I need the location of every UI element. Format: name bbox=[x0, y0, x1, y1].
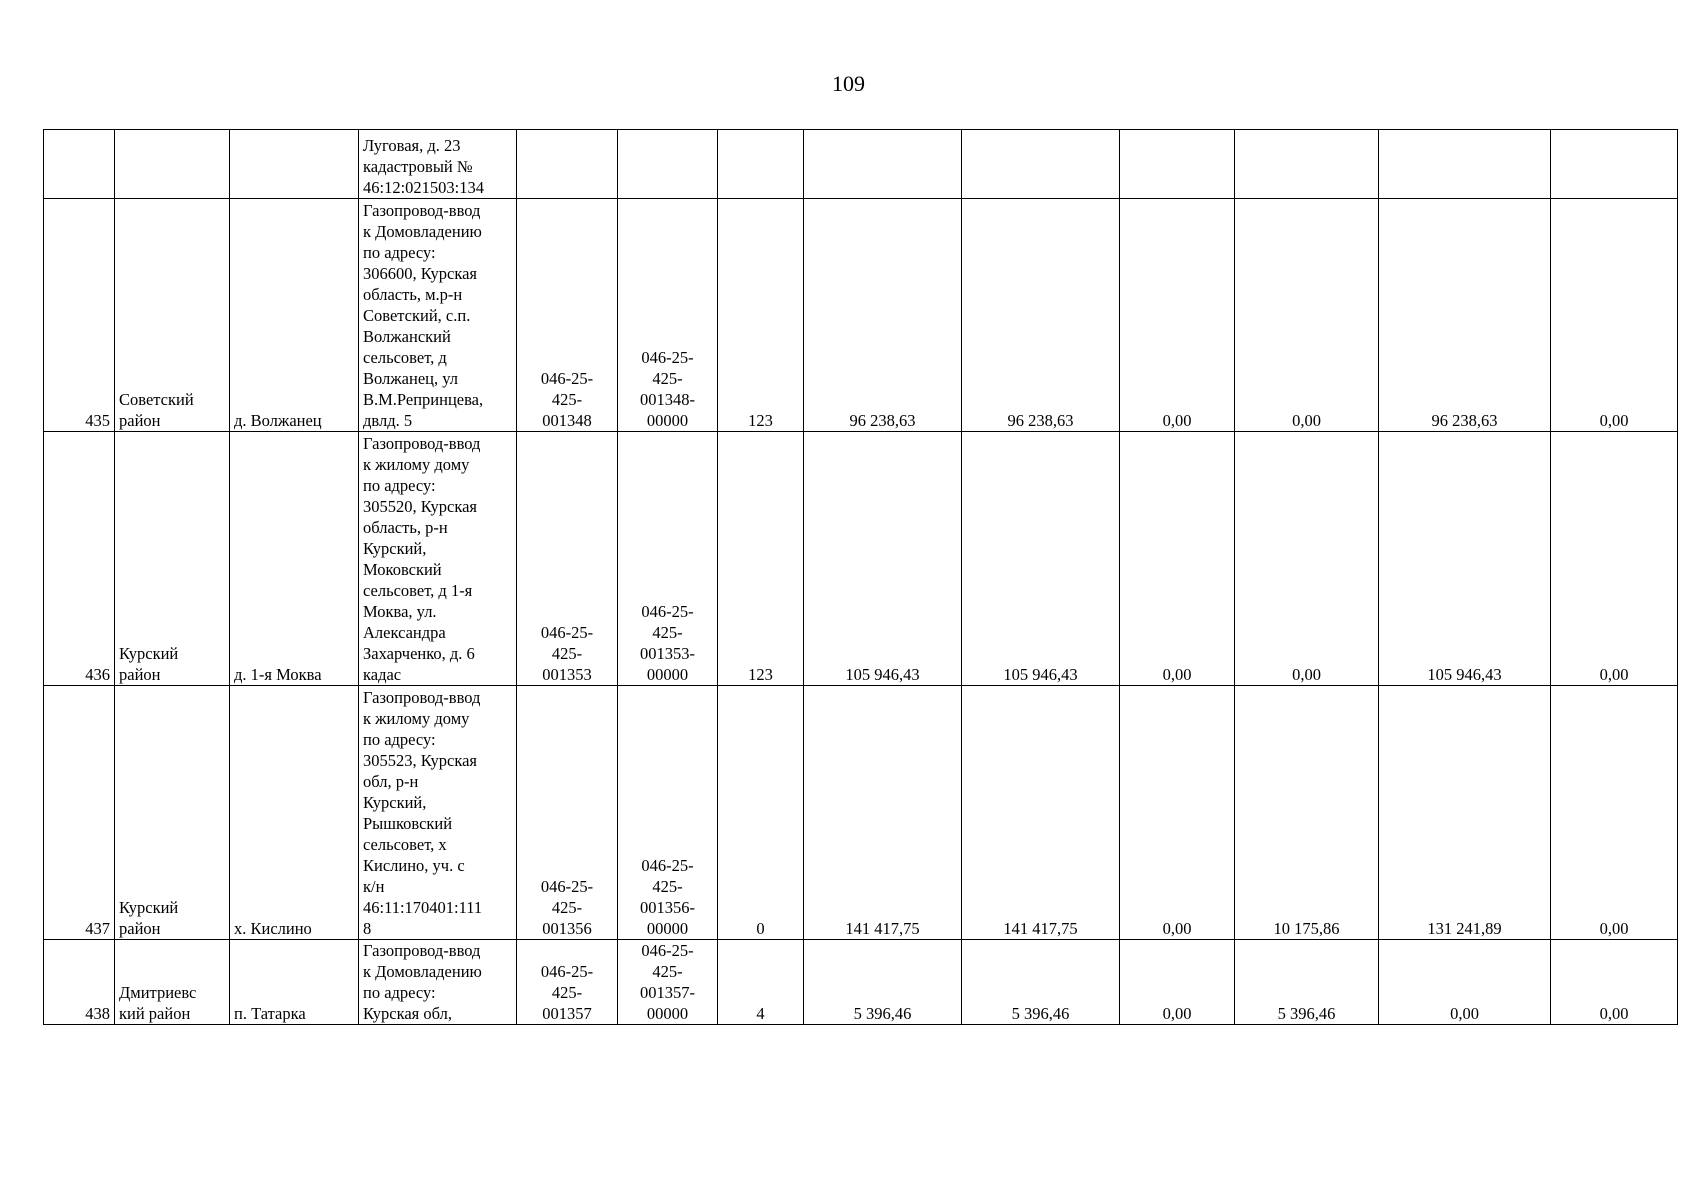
description-cell: Луговая, д. 23 кадастровый № 46:12:021503:134 bbox=[359, 130, 517, 199]
value-cell: 96 238,63 bbox=[804, 199, 962, 432]
row-number: 436 bbox=[44, 432, 115, 686]
row-number: 437 bbox=[44, 686, 115, 940]
value-cell: 0,00 bbox=[1120, 199, 1235, 432]
locality-cell bbox=[230, 130, 359, 199]
table-row bbox=[44, 686, 1678, 940]
value-cell: 0,00 bbox=[1551, 686, 1678, 940]
district-cell: Курский район bbox=[115, 432, 230, 686]
value-cell: 0,00 bbox=[1120, 432, 1235, 686]
description-cell: Газопровод-ввод к Домовладению по адресу: Курская обл, bbox=[359, 940, 517, 1025]
page-number: 109 bbox=[832, 71, 865, 96]
row-number: 435 bbox=[44, 199, 115, 432]
table-row bbox=[44, 940, 1678, 1025]
data-table bbox=[43, 129, 1678, 1025]
value-cell: 0,00 bbox=[1120, 940, 1235, 1025]
value-cell: 0,00 bbox=[1235, 432, 1379, 686]
value-cell: 0,00 bbox=[1551, 199, 1678, 432]
district-cell: Курский район bbox=[115, 686, 230, 940]
locality-cell: д. Волжанец bbox=[230, 199, 359, 432]
code-cell: 046-25- 425- 001356 bbox=[517, 686, 618, 940]
value-cell: 0,00 bbox=[1120, 686, 1235, 940]
value-cell bbox=[962, 130, 1120, 199]
locality-cell: х. Кислино bbox=[230, 686, 359, 940]
value-cell: 0,00 bbox=[1379, 940, 1551, 1025]
inventory-code-cell bbox=[618, 130, 718, 199]
table-row bbox=[44, 199, 1678, 432]
value-cell: 96 238,63 bbox=[962, 199, 1120, 432]
value-cell: 141 417,75 bbox=[804, 686, 962, 940]
code-cell: 046-25- 425- 001357 bbox=[517, 940, 618, 1025]
value-cell: 96 238,63 bbox=[1379, 199, 1551, 432]
inventory-code-cell: 046-25- 425- 001348- 00000 bbox=[618, 199, 718, 432]
table-row bbox=[44, 432, 1678, 686]
code-cell: 046-25- 425- 001353 bbox=[517, 432, 618, 686]
value-cell: 0,00 bbox=[1551, 940, 1678, 1025]
value-cell: 131 241,89 bbox=[1379, 686, 1551, 940]
length-cell: 4 bbox=[718, 940, 804, 1025]
district-cell bbox=[115, 130, 230, 199]
row-number bbox=[44, 130, 115, 199]
value-cell bbox=[1235, 130, 1379, 199]
description-cell: Газопровод-ввод к жилому дому по адресу: 305523, Курская обл, р-н Курский, Рышковский сельсовет, х Кислино, уч. с к/н 46:11:170401:111 8 bbox=[359, 686, 517, 940]
code-cell: 046-25- 425- 001348 bbox=[517, 199, 618, 432]
description-cell: Газопровод-ввод к Домовладению по адресу: 306600, Курская область, м.р-н Советский, с.п. Волжанский сельсовет, д Волжанец, ул В.М.Репринцева, двлд. 5 bbox=[359, 199, 517, 432]
code-cell bbox=[517, 130, 618, 199]
value-cell: 5 396,46 bbox=[804, 940, 962, 1025]
locality-cell: д. 1-я Моква bbox=[230, 432, 359, 686]
value-cell bbox=[1379, 130, 1551, 199]
value-cell: 141 417,75 bbox=[962, 686, 1120, 940]
description-cell: Газопровод-ввод к жилому дому по адресу: 305520, Курская область, р-н Курский, Моковский сельсовет, д 1-я Моква, ул. Александра Захарченко, д. 6 кадас bbox=[359, 432, 517, 686]
district-cell: Советский район bbox=[115, 199, 230, 432]
row-number: 438 bbox=[44, 940, 115, 1025]
table-row bbox=[44, 130, 1678, 199]
value-cell bbox=[804, 130, 962, 199]
locality-cell: п. Татарка bbox=[230, 940, 359, 1025]
inventory-code-cell: 046-25- 425- 001353- 00000 bbox=[618, 432, 718, 686]
length-cell: 123 bbox=[718, 199, 804, 432]
value-cell bbox=[1551, 130, 1678, 199]
value-cell: 0,00 bbox=[1235, 199, 1379, 432]
value-cell: 5 396,46 bbox=[1235, 940, 1379, 1025]
length-cell bbox=[718, 130, 804, 199]
value-cell: 0,00 bbox=[1551, 432, 1678, 686]
value-cell bbox=[1120, 130, 1235, 199]
length-cell: 0 bbox=[718, 686, 804, 940]
inventory-code-cell: 046-25- 425- 001356- 00000 bbox=[618, 686, 718, 940]
value-cell: 10 175,86 bbox=[1235, 686, 1379, 940]
inventory-code-cell: 046-25- 425- 001357- 00000 bbox=[618, 940, 718, 1025]
length-cell: 123 bbox=[718, 432, 804, 686]
value-cell: 105 946,43 bbox=[804, 432, 962, 686]
value-cell: 105 946,43 bbox=[1379, 432, 1551, 686]
district-cell: Дмитриевс кий район bbox=[115, 940, 230, 1025]
value-cell: 5 396,46 bbox=[962, 940, 1120, 1025]
value-cell: 105 946,43 bbox=[962, 432, 1120, 686]
